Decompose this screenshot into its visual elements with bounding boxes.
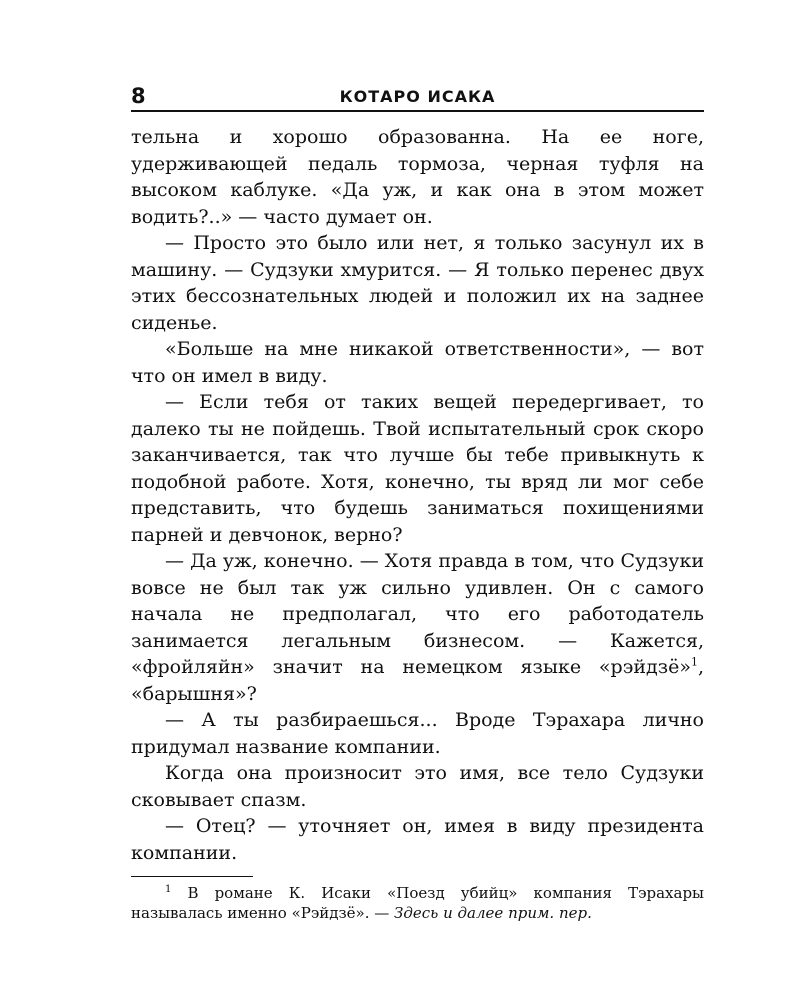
paragraph: — Просто это было или нет, я только засунул их в машину. — Судзуки хмурится. — Я только перенес двух этих бессознательных людей и положил их на заднее сиденье. [131, 232, 704, 334]
paragraph: Когда она произносит это имя, все тело Судзуки сковывает спазм. [131, 762, 704, 811]
footnote [131, 883, 704, 923]
paragraph-text: , «барышня»? [131, 656, 704, 705]
paragraph: — Если тебя от таких вещей передергивает, то далеко ты не пойдешь. Твой испытательный срок скоро заканчивается, так что лучше бы тебе привыкнуть к подобной работе. Хотя, конечно, ты вряд ли мог себе представить, что будешь заниматься похищениями парней и девчонок, верно? [131, 391, 704, 546]
footnote-mark: 1 [165, 884, 172, 895]
running-head-author: КОТАРО ИСАКА [339, 87, 496, 106]
header-rule [131, 110, 704, 112]
book-page [131, 80, 704, 923]
paragraph-with-footnote-ref [131, 548, 704, 707]
paragraph: — А ты разбираешься... Вроде Тэрахара лично придумал название компании. [131, 709, 704, 758]
paragraph-text: — Да уж, конечно. — Хотя правда в том, что Судзуки вовсе не был так уж сильно удивлен. Он с самого начала не предполагал, что его работодатель занимается легальным бизнесом. — Кажется, «фройляйн» значит на немецком языке «рэйдзё» [131, 550, 704, 678]
footnote-editor-note: Здесь и далее прим. пер. [394, 904, 592, 922]
paragraph: тельна и хорошо образованна. На ее ноге, удерживающей педаль тормоза, черная туфля на высоком каблуке. «Да уж, и как она в этом может водить?..» — часто думает он. [131, 126, 704, 228]
footnote-text: В романе К. Исаки «Поезд убийц» компания Тэрахары называлась именно «Рэйдзё». — [131, 884, 704, 922]
running-head [131, 80, 704, 108]
paragraph: — Отец? — уточняет он, имея в виду президента компании. [131, 815, 704, 864]
footnote-rule [131, 876, 253, 877]
page-number: 8 [131, 84, 146, 108]
paragraph: «Больше на мне никакой ответственности», — вот что он имел в виду. [131, 338, 704, 387]
body-text [131, 124, 704, 866]
footnote-reference[interactable]: 1 [690, 655, 698, 669]
